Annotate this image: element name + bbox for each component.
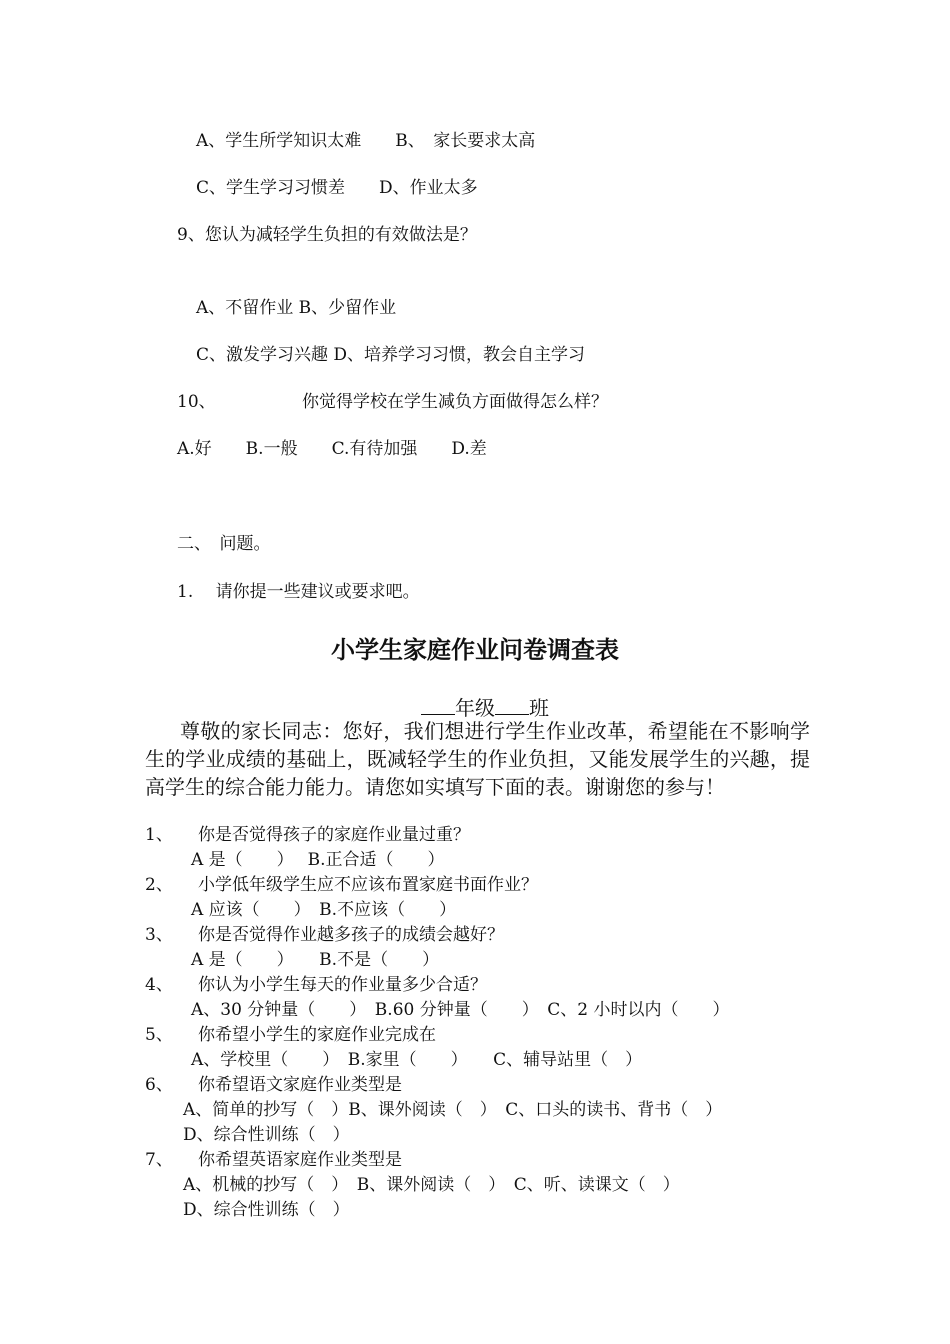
question-options[interactable]: A、30 分钟量（ ） B.60 分钟量（ ） C、2 小时以内（ ） [191, 1000, 730, 1020]
q8-options-line1: A、学生所学知识太难 B、 家长要求太高 [196, 131, 536, 151]
q10-text: 你觉得学校在学生减负方面做得怎么样？ [302, 392, 608, 412]
question-text: 你希望语文家庭作业类型是 [198, 1075, 402, 1095]
q9-text: 9、您认为减轻学生负担的有效做法是？ [177, 225, 477, 245]
class-label: 班 [529, 696, 549, 720]
question-options[interactable]: D、综合性训练（ ） [183, 1200, 350, 1220]
survey-title: 小学生家庭作业问卷调查表 [331, 636, 619, 664]
q9-options-line1: A、不留作业 B、少留作业 [196, 298, 397, 318]
question-options[interactable]: D、综合性训练（ ） [183, 1125, 350, 1145]
question-text: 小学低年级学生应不应该布置家庭书面作业？ [198, 875, 538, 895]
question-number: 5、 [145, 1025, 173, 1045]
question-options[interactable]: A、简单的抄写（ ）B、课外阅读（ ） C、口头的读书、背书（ ） [183, 1100, 723, 1120]
question-number: 2、 [145, 875, 173, 895]
class-blank[interactable] [495, 696, 529, 715]
question-options[interactable]: A 是（ ） B.正合适（ ） [191, 850, 445, 870]
question-number: 3、 [145, 925, 173, 945]
question-text: 你是否觉得孩子的家庭作业量过重？ [198, 825, 470, 845]
q10-options: A.好 B.一般 C.有待加强 D.差 [177, 439, 487, 459]
section2-item1: 1. 请你提一些建议或要求吧。 [177, 582, 420, 602]
question-options[interactable]: A 应该（ ） B.不应该（ ） [191, 900, 457, 920]
grade-blank[interactable] [421, 696, 455, 715]
grade-label: 年级 [455, 696, 495, 720]
q9-options-line2: C、激发学习兴趣 D、培养学习习惯，教会自主学习 [196, 345, 586, 365]
question-options[interactable]: A 是（ ） B.不是（ ） [191, 950, 440, 970]
question-text: 你是否觉得作业越多孩子的成绩会越好？ [198, 925, 504, 945]
question-text: 你认为小学生每天的作业量多少合适？ [198, 975, 487, 995]
q8-options-line2: C、学生学习习惯差 D、作业太多 [196, 178, 478, 198]
question-text: 你希望英语家庭作业类型是 [198, 1150, 402, 1170]
question-number: 1、 [145, 825, 173, 845]
intro-paragraph: 尊敬的家长同志：您好，我们想进行学生作业改革，希望能在不影响学生的学业成绩的基础上，既减轻学生的作业负担，又能发展学生的兴趣，提高学生的综合能力能力。请您如实填写下面的表。谢谢您的参与！ [145, 719, 810, 799]
q10-number: 10、 [177, 392, 216, 412]
section2-heading: 二、 问题。 [177, 534, 271, 554]
question-number: 6、 [145, 1075, 173, 1095]
question-number: 7、 [145, 1150, 173, 1170]
question-options[interactable]: A、学校里（ ） B.家里（ ） C、辅导站里（ ） [191, 1050, 643, 1070]
question-options[interactable]: A、机械的抄写（ ） B、课外阅读（ ） C、听、读课文（ ） [183, 1175, 680, 1195]
question-text: 你希望小学生的家庭作业完成在 [198, 1025, 436, 1045]
question-number: 4、 [145, 975, 173, 995]
